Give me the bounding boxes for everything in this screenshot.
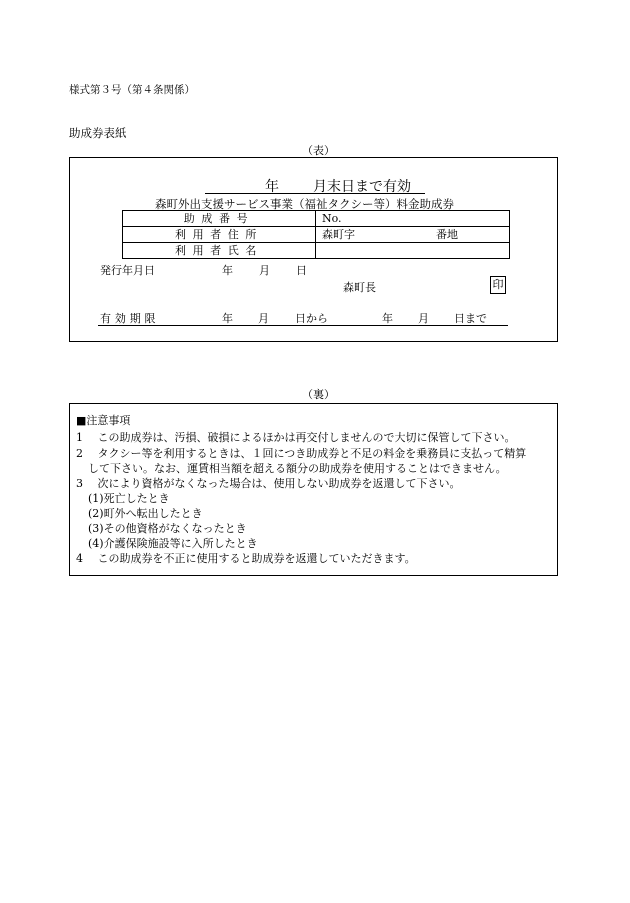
- note-subitem: (3)その他資格がなくなったとき: [88, 522, 247, 535]
- value-user-name: [316, 243, 510, 259]
- notes-title: ■注意事項: [76, 414, 131, 427]
- address-town: 森町字: [322, 228, 355, 241]
- label-voucher-number: 助成番号: [123, 211, 316, 227]
- voucher-number-prefix: No.: [322, 212, 342, 225]
- note-subitem: (2)町外へ転出したとき: [88, 507, 203, 520]
- note-item: して下さい。なお、運賃相当額を超える額分の助成券を使用することはできません。: [88, 462, 507, 475]
- period-day-to: 日まで: [454, 312, 487, 325]
- validity-line: [205, 176, 425, 194]
- period-year-start: 年: [222, 312, 233, 325]
- front-side-label: （表）: [302, 144, 335, 157]
- holder-info-table: [122, 210, 510, 259]
- label-user-address: 利用者住所: [123, 227, 316, 243]
- period-year-end: 年: [382, 312, 393, 325]
- note-item: 2 タクシー等を利用するときは、１回につき助成券と不足の料金を乗務員に支払って精算: [76, 447, 527, 460]
- label-user-name: 利用者氏名: [123, 243, 316, 259]
- form-number: 様式第３号（第４条関係）: [69, 84, 195, 96]
- value-user-address: [316, 227, 510, 243]
- validity-month-end: 月末日まで有効: [313, 179, 411, 195]
- period-month-end: 月: [418, 312, 429, 325]
- note-subitem: (1)死亡したとき: [88, 492, 170, 505]
- issue-month: 月: [259, 264, 270, 277]
- issue-date-label: 発行年月日: [100, 264, 155, 277]
- value-voucher-number: [316, 211, 510, 227]
- issue-day: 日: [296, 264, 307, 277]
- program-title: 森町外出支援サービス事業（福祉タクシー等）料金助成券: [155, 197, 454, 211]
- note-item: 4 この助成券を不正に使用すると助成券を返還していただきます。: [76, 552, 416, 565]
- period-day-from: 日から: [295, 312, 328, 325]
- note-item: 1 この助成券は、汚損、破損によるほかは再交付しませんので大切に保管して下さい。: [76, 431, 516, 444]
- table-row: [123, 227, 510, 243]
- address-banchi: 番地: [436, 228, 458, 241]
- note-item: 3 次により資格がなくなった場合は、使用しない助成券を返還して下さい。: [76, 477, 461, 490]
- seal-stamp: 印: [490, 276, 506, 294]
- table-row: [123, 243, 510, 259]
- document-title: 助成券表紙: [69, 126, 127, 140]
- validity-year: 年: [265, 179, 279, 195]
- table-row: [123, 211, 510, 227]
- issuer-mayor: 森町長: [343, 281, 376, 294]
- back-side-label: （裏）: [302, 388, 335, 401]
- note-subitem: (4)介護保険施設等に入所したとき: [88, 537, 258, 550]
- issue-year: 年: [222, 264, 233, 277]
- period-label: 有効期限: [100, 312, 160, 325]
- period-month-start: 月: [258, 312, 269, 325]
- validity-period: [98, 310, 508, 326]
